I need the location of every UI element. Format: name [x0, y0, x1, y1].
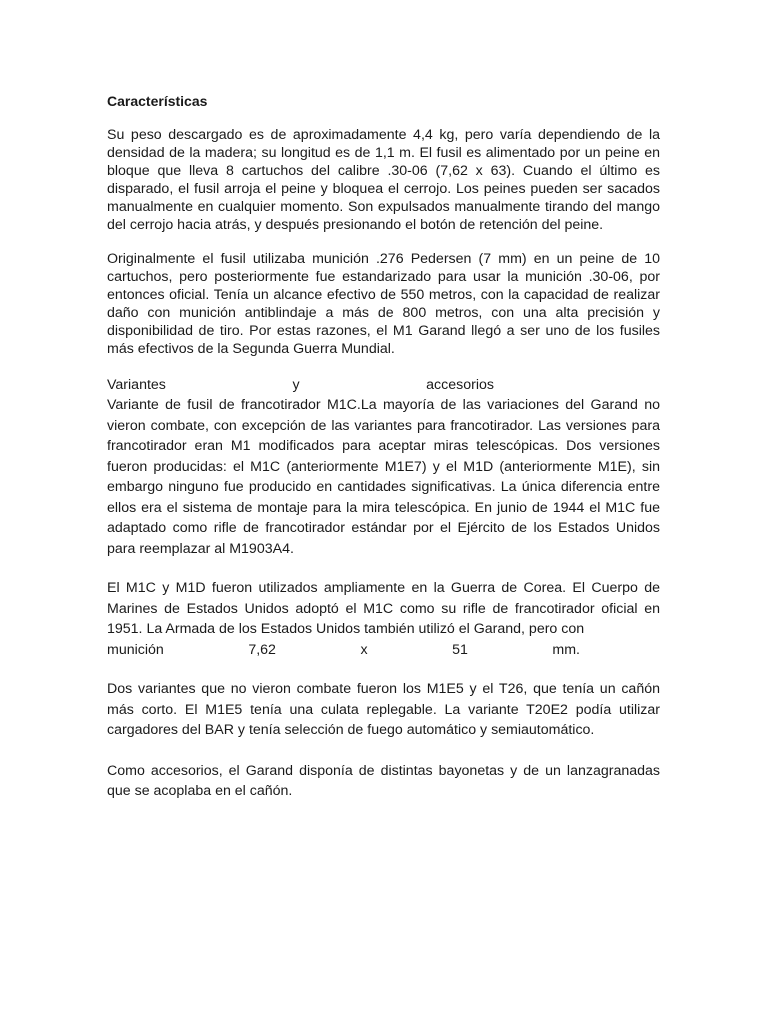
- caliber-word: mm.: [552, 641, 580, 658]
- variants-text: Variante de fusil de francotirador M1C.La mayoría de las variaciones del Garand no vieron combate, con excepción de las variantes para francotirador. Las versiones para francotirador eran M1 modificados para aceptar miras telescópicas. Dos versiones fueron producidas: el M1C (anteriormente M1E7) y el M1D (anteriormente M1E), sin embargo ninguno fue producido en cantidades significativas. La única diferencia entre ellos era el sistema de montaje para la mira telescópica. En junio de 1944 el M1C fue adaptado como rifle de francotirador estándar por el Ejército de los Estados Unidos para reemplazar al M1903A4.: [107, 397, 660, 557]
- variants-title-word: y: [292, 376, 300, 393]
- variants-title-word: accesorios: [426, 376, 494, 393]
- variants-title-word: Variantes: [107, 376, 166, 393]
- paragraph-korea: [107, 578, 660, 660]
- caliber-word: munición: [107, 641, 164, 658]
- ammunition-caliber-line: [107, 640, 580, 661]
- korea-text: El M1C y M1D fueron utilizados ampliamente en la Guerra de Corea. El Cuerpo de Marines de Estados Unidos adoptó el M1C como su rifle de francotirador oficial en 1951. La Armada de los Estados Unidos también utilizó el Garand, pero con: [107, 580, 660, 638]
- section-heading: Características: [107, 93, 208, 109]
- paragraph-ammunition: Originalmente el fusil utilizaba munición .276 Pedersen (7 mm) en un peine de 10 cartuchos, pero posteriormente fue estandarizado para usar la munición .30-06, por entonces oficial. Tenía un alcance efectivo de 550 metros, con la capacidad de realizar daño con munición antiblindaje a más de 800 metros, con una alta precisión y disponibilidad de tiro. Por estas razones, el M1 Garand llegó a ser uno de los fusiles más efectivos de la Segunda Guerra Mundial.: [107, 251, 660, 357]
- caliber-word: 51: [452, 641, 468, 658]
- paragraph-variants: [107, 375, 660, 560]
- caliber-word: 7,62: [248, 641, 276, 658]
- paragraph-weight-and-feeding: Su peso descargado es de aproximadamente 4,4 kg, pero varía dependiendo de la densidad de la madera; su longitud es de 1,1 m. El fusil es alimentado por un peine en bloque que lleva 8 cartuchos del calibre .30-06 (7,62 x 63). Cuando el último es disparado, el fusil arroja el peine y bloquea el cerrojo. Los peines pueden ser sacados manualmente en cualquier momento. Son expulsados manualmente tirando del mango del cerrojo hacia atrás, y después presionando el botón de retención del peine.: [107, 127, 660, 233]
- paragraph-accessories: Como accesorios, el Garand disponía de distintas bayonetas y de un lanzagranadas que se acoplaba en el cañón.: [107, 762, 660, 800]
- paragraph-experimental-variants: Dos variantes que no vieron combate fueron los M1E5 y el T26, que tenía un cañón más corto. El M1E5 tenía una culata replegable. La variante T20E2 podía utilizar cargadores del BAR y tenía selección de fuego automático y semiautomático.: [107, 681, 660, 739]
- variants-title-line: [107, 375, 494, 396]
- caliber-word: x: [360, 641, 368, 658]
- document-body: [107, 92, 660, 802]
